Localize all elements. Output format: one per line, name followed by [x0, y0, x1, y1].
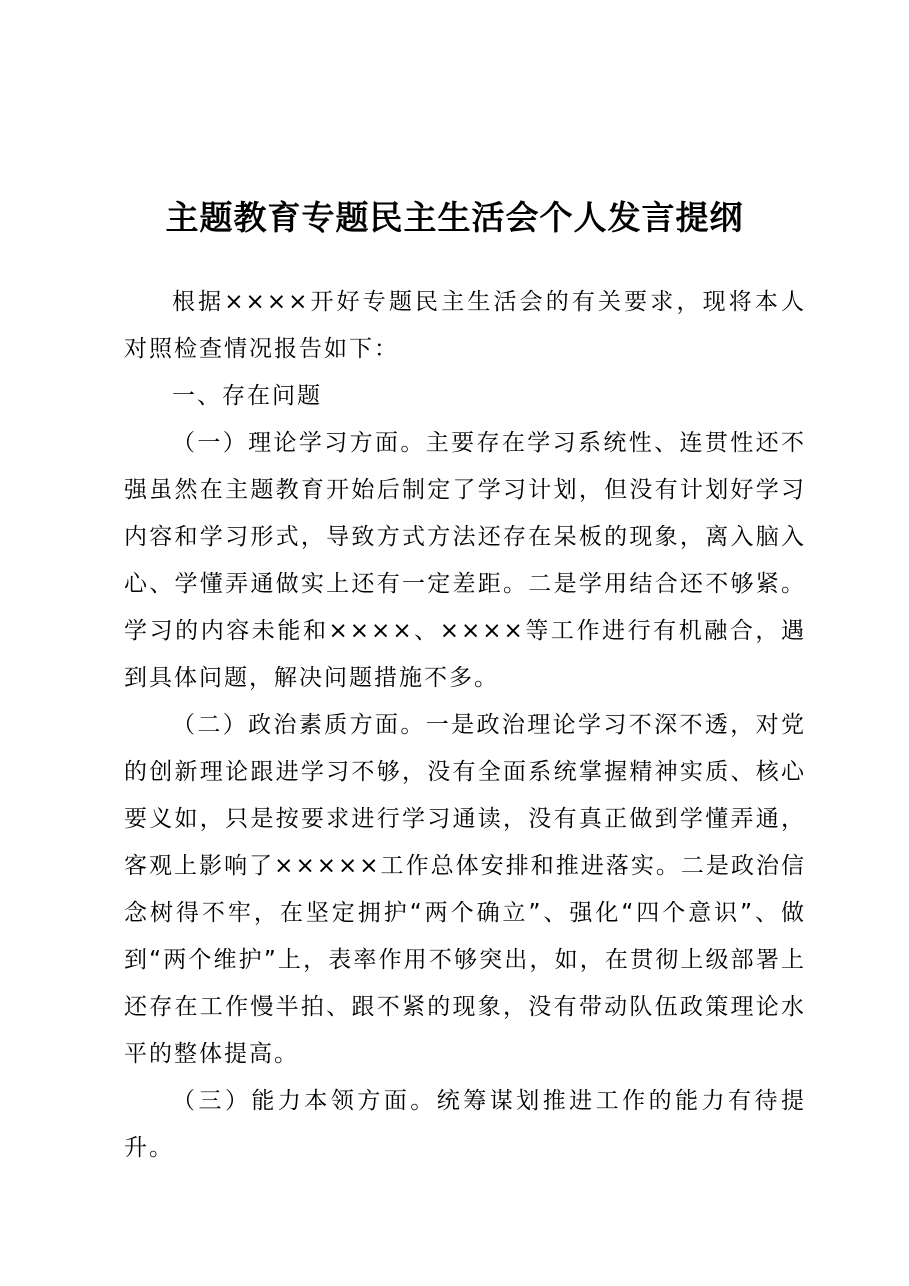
paragraph-political-quality: （二）政治素质方面。一是政治理论学习不深不透，对党的创新理论跟进学习不够，没有全面系统掌握精神实质、核心要义如，只是按要求进行学习通读，没有真正做到学懂弄通，客观上影响了×××××工作总体安排和推进落实。二是政治信念树得不牢，在坚定拥护“两个确立”、强化“四个意识”、做到“两个维护”上，表率作用不够突出，如，在贯彻上级部署上还存在工作慢半拍、跟不紧的现象，没有带动队伍政策理论水平的整体提高。 — [124, 712, 806, 1067]
document-body — [124, 279, 806, 1172]
document-title: 主题教育专题民主生活会个人发言提纲 — [165, 198, 744, 237]
paragraph-ability: （三）能力本领方面。统筹谋划推进工作的能力有待提升。 — [124, 1088, 806, 1161]
paragraph-theory-study: （一）理论学习方面。主要存在学习系统性、连贯性还不强虽然在主题教育开始后制定了学习计划，但没有计划好学习内容和学习形式，导致方式方法还存在呆板的现象，离入脑入心、学懂弄通做实上还有一定差距。二是学用结合还不够紧。学习的内容未能和××××、××××等工作进行有机融合，遇到具体问题，解决问题措施不多。 — [124, 430, 806, 691]
intro-paragraph: 根据××××开好专题民主生活会的有关要求，现将本人对照检查情况报告如下： — [124, 289, 806, 362]
section-heading-problems: 一、存在问题 — [172, 383, 322, 409]
